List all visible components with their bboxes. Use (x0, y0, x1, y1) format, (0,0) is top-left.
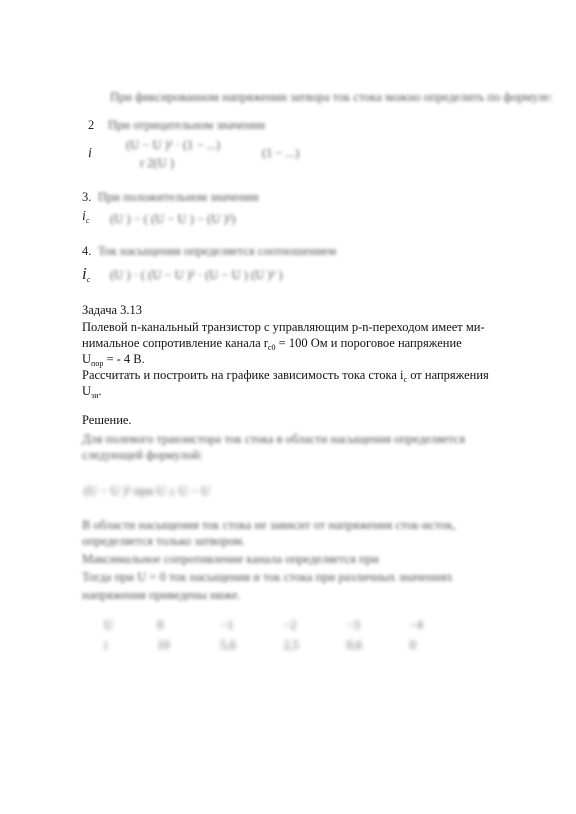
problem-line-3: $U_{пор}$ = - 4 В. (82, 352, 145, 368)
item-number-3: 3. (82, 190, 92, 204)
current-symbol: i (88, 146, 92, 161)
solution-p2-line-1: В области насыщения ток стока не зависит от напряжения сток-исток, (82, 518, 456, 532)
intro-text: При фиксированном напряжении затвора ток стока можно определить по формуле: (110, 90, 553, 104)
solution-p1-line-2: следующей формулой: (82, 448, 203, 462)
item2-formula-c: (1 − ...) (262, 146, 300, 160)
item3-text: При положительном значении (98, 190, 259, 204)
solution-p2-line-2: определяется только затвором. (82, 534, 246, 548)
problem-line-5: $U_{зи}$. (82, 384, 102, 400)
table-row: i 10 5,6 2,5 0,6 0 (104, 638, 416, 652)
problem-line-1: Полевой n-канальный транзистор с управляющим p-n-переходом имеет ми- (82, 320, 485, 334)
solution-formula: (U − U )² при U ≥ U − U (84, 484, 210, 498)
item2-formula-a: (U − U )² · (1 − ...) (126, 138, 221, 152)
item3-formula: (U ) − ( (U − U ) − (U )²) (110, 212, 236, 226)
table-row: U 0 −1 −2 −3 −4 (104, 618, 423, 632)
item2-formula-b: r 2(U ) (140, 156, 175, 170)
item-number-4: 4. (82, 244, 92, 258)
current-symbol: $i_c$ (82, 209, 90, 225)
item-number-2: 2 (88, 118, 95, 132)
solution-p1-line-1: Для полевого транзистора ток стока в области насыщения определяется (82, 432, 466, 446)
solution-p3-line-1: Максимальное сопротивление канала определяется при (82, 552, 379, 566)
solution-p3-line-3: напряжения приведены ниже. (82, 588, 241, 602)
item4-text: Ток насыщения определяется соотношением (98, 244, 337, 258)
solution-p3-line-2: Тогда при U = 0 ток насыщения и ток стока при различных значениях (82, 570, 453, 584)
problem-line-2: нимальное сопротивление канала $r_{c0} = 100$ Ом и пороговое напряжение (82, 336, 462, 352)
problem-line-4: Рассчитать и построить на графике зависимость тока стока $i_c$ от напряжения (82, 368, 489, 384)
item2-text: При отрицательном значении (108, 118, 265, 132)
item4-formula: (U ) · ( (U − U )² · (U − U ) (U )² ) (110, 268, 283, 282)
problem-title: Задача 3.13 (82, 303, 143, 317)
solution-header: Решение. (82, 413, 132, 427)
current-symbol: $i_c$ (82, 264, 91, 284)
